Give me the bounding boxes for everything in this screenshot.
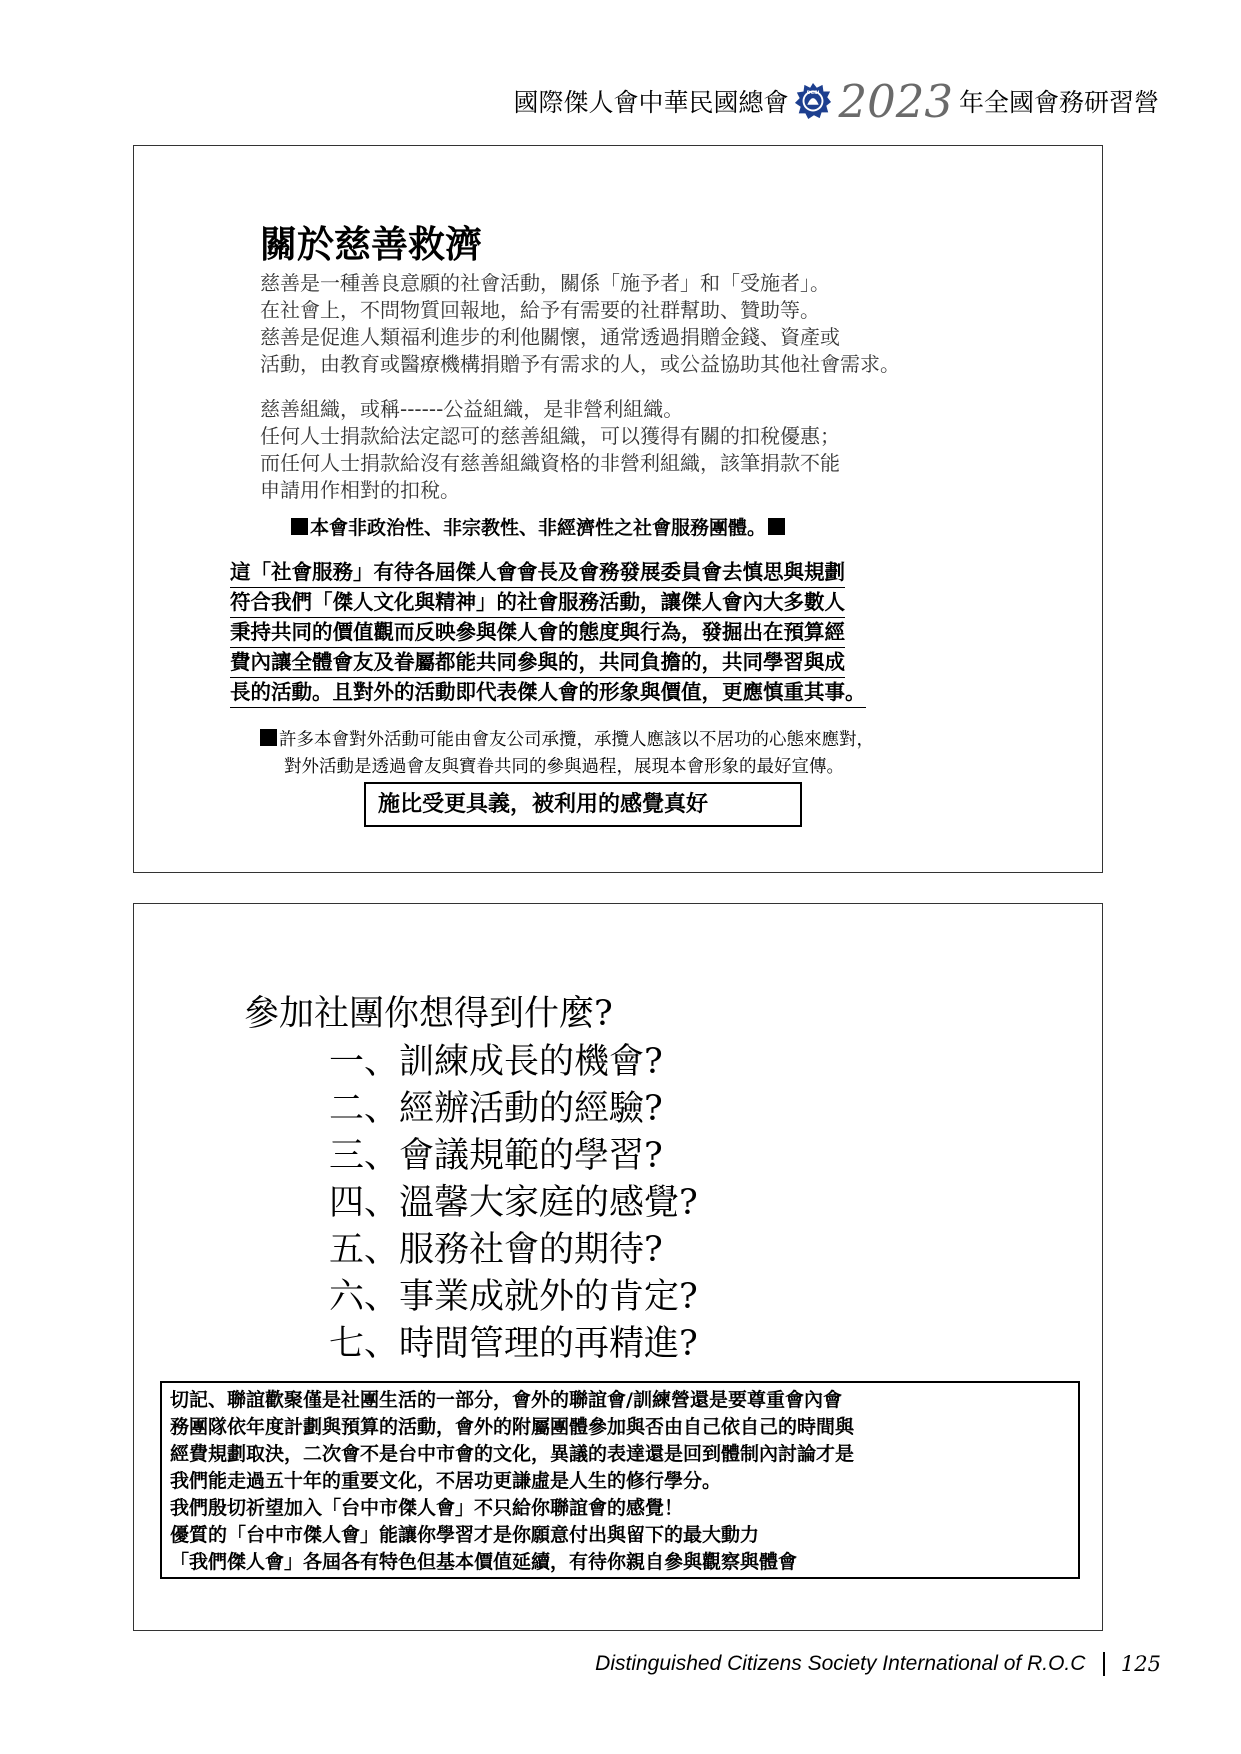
external-activity-notice (258, 727, 874, 781)
text-line: 我們能走過五十年的重要文化，不居功更謙虛是人生的修行學分。 (170, 1470, 722, 1492)
dcsi-emblem-icon (794, 82, 832, 120)
text-line: 在社會上，不問物質回報地，給予有需要的社群幫助、贊助等。 (260, 298, 820, 322)
footer-org-name: Distinguished Citizens Society International of R.O.C (595, 1652, 1086, 1675)
underlined-line: 符合我們「傑人文化與精神」的社會服務活動，讓傑人會內大多數人 (230, 588, 845, 618)
underlined-line: 這「社會服務」有待各屆傑人會會長及會務發展委員會去慎思與規劃 (230, 558, 845, 588)
slide1-title: 關於慈善救濟 (260, 222, 482, 266)
text-line: 務團隊依年度計劃與預算的活動，會外的附屬團體參加與否由自己依自己的時間與 (170, 1416, 855, 1438)
page-header (513, 76, 1159, 126)
list-item: 一、訓練成長的機會? (329, 1042, 663, 1082)
header-year: 2023 (838, 74, 953, 128)
closing-remarks-box (160, 1381, 1080, 1579)
text-line: 許多本會對外活動可能由會友公司承攬，承攬人應該以不居功的心態來應對， (279, 730, 874, 750)
organization-notice (289, 513, 787, 540)
text-line: 慈善是一種善良意願的社會活動，關係「施予者」和「受施者」。 (260, 271, 830, 295)
page-number: 125 (1120, 1652, 1161, 1676)
list-item: 五、服務社會的期待? (329, 1230, 663, 1270)
text-line: 而任何人士捐款給沒有慈善組織資格的非營利組織，該筆捐款不能 (260, 451, 840, 475)
text-line: 我們殷切祈望加入「台中市傑人會」不只給你聯誼會的感覺！ (170, 1497, 684, 1519)
list-item: 七、時間管理的再精進? (329, 1324, 698, 1364)
square-bullet-icon (291, 518, 308, 535)
text-line: 申請用作相對的扣稅。 (260, 478, 460, 502)
emblem-text: DCSI (807, 90, 820, 96)
text-line: 經費規劃取決，二次會不是台中市會的文化，異議的表達還是回到體制內討論才是 (170, 1443, 855, 1465)
text-line: 優質的「台中市傑人會」能讓你學習才是你願意付出與留下的最大動力 (170, 1524, 760, 1546)
charity-organization-text (260, 396, 840, 504)
text-line: 慈善是促進人類福利進步的利他關懷，通常透過捐贈金錢、資產或 (260, 325, 840, 349)
list-item: 三、會議規範的學習? (329, 1136, 663, 1176)
charity-definition (260, 270, 900, 378)
list-item: 六、事業成就外的肯定? (329, 1277, 698, 1317)
text-line: 切記、聯誼歡聚僅是社團生活的一部分，會外的聯誼會/訓練營還是要尊重會內會 (170, 1389, 842, 1411)
header-event-name: 年全國會務研習營 (958, 88, 1159, 117)
list-item: 四、溫馨大家庭的感覺? (329, 1183, 698, 1223)
header-org-name: 國際傑人會中華民國總會 (513, 88, 789, 117)
list-item: 二、經辦活動的經驗? (329, 1089, 663, 1129)
footer-divider (1103, 1652, 1105, 1676)
text-line: 活動，由教育或醫療機構捐贈予有需求的人，或公益協助其他社會需求。 (260, 352, 900, 376)
underlined-line: 秉持共同的價值觀而反映參與傑人會的態度與行為，發掘出在預算經 (230, 618, 845, 648)
slide-charity (133, 145, 1103, 873)
page-footer (595, 1652, 1161, 1676)
square-bullet-icon (260, 729, 277, 746)
slide2-title: 參加社團你想得到什麼? (244, 994, 613, 1034)
benefits-list (329, 1039, 698, 1368)
text-line: 「我們傑人會」各屆各有特色但基本價值延續，有待你親自參與觀察與體會 (170, 1551, 798, 1573)
notice-text: 本會非政治性、非宗教性、非經濟性之社會服務團體。 (310, 517, 767, 539)
underlined-line: 費內讓全體會友及眷屬都能共同參與的，共同負擔的，共同學習與成 (230, 648, 845, 678)
underlined-line: 長的活動。且對外的活動即代表傑人會的形象與價值，更應慎重其事。 (230, 678, 866, 708)
slide-join-club (133, 903, 1103, 1631)
text-line: 對外活動是透過會友與寶眷共同的參與過程，展現本會形象的最好宣傳。 (284, 757, 844, 777)
text-line: 任何人士捐款給法定認可的慈善組織，可以獲得有關的扣稅優惠； (260, 424, 840, 448)
social-service-text (230, 558, 866, 708)
square-bullet-icon (768, 518, 785, 535)
text-line: 慈善組織，或稱------公益組織，是非營利組織。 (260, 397, 684, 421)
motto-box: 施比受更具義，被利用的感覺真好 (364, 782, 802, 827)
